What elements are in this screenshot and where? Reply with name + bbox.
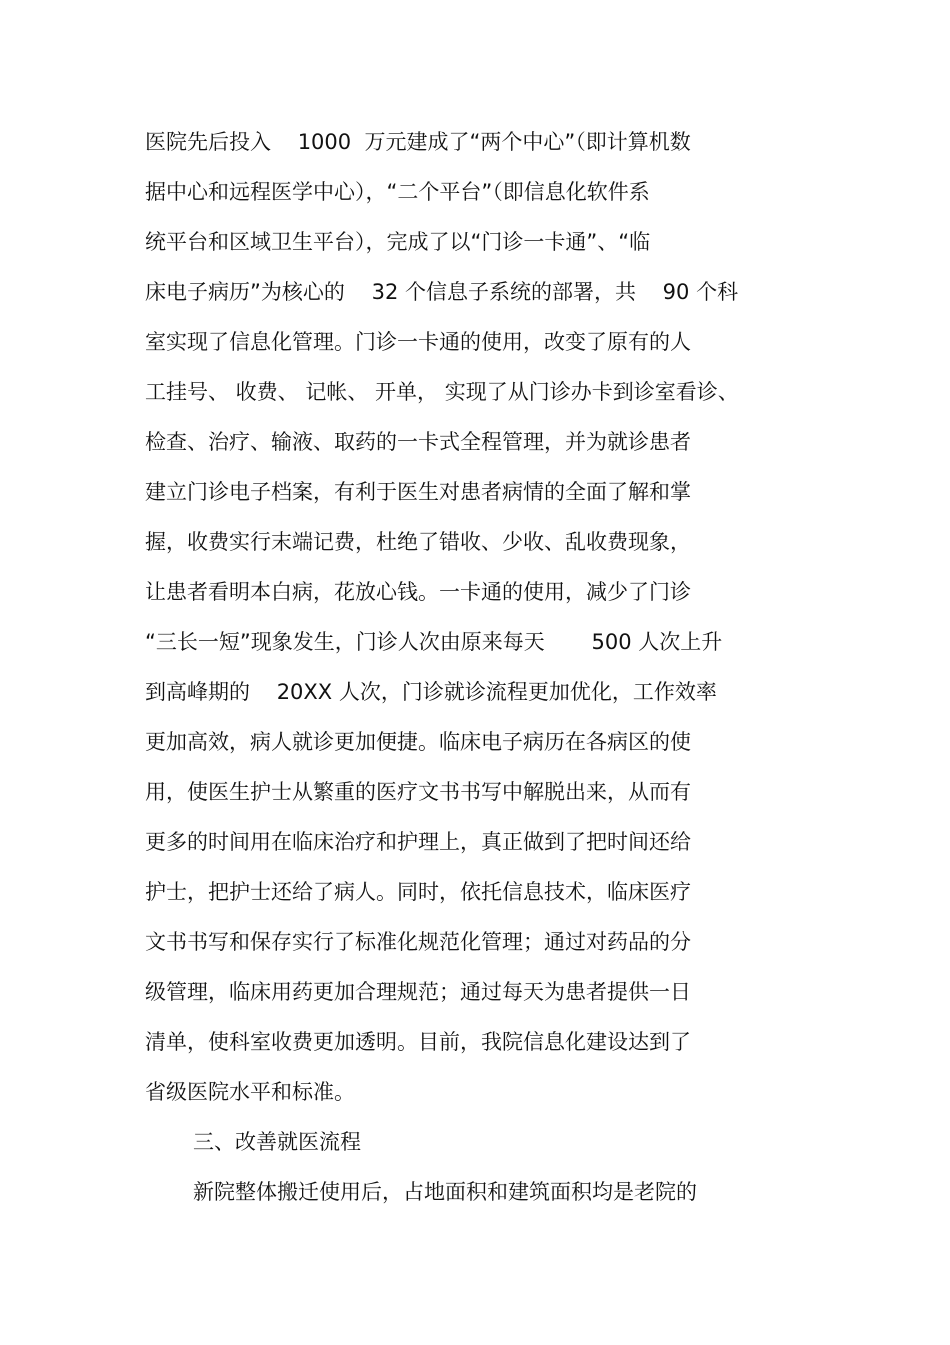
paragraph-line: 握，收费实行末端记费，杜绝了错收、少收、乱收费现象， [145,530,691,554]
paragraph-line: 检查、治疗、输液、取药的一卡式全程管理，并为就诊患者 [145,430,691,454]
paragraph-line: 医院先后投入 1000 万元建成了“两个中心”（即计算机数 [145,130,691,154]
paragraph-line: 文书书写和保存实行了标准化规范化管理；通过对药品的分 [145,930,691,954]
paragraph-line: 省级医院水平和标准。 [145,1080,355,1104]
paragraph-line: 到高峰期的 20XX 人次，门诊就诊流程更加优化，工作效率 [145,680,717,704]
paragraph-line: 床电子病历”为核心的 32 个信息子系统的部署，共 90 个科 [145,280,739,304]
paragraph-line: 让患者看明本白病，花放心钱。一卡通的使用，减少了门诊 [145,580,691,604]
paragraph-line: 据中心和远程医学中心），“二个平台”（即信息化软件系 [145,180,650,204]
paragraph-line: 室实现了信息化管理。门诊一卡通的使用，改变了原有的人 [145,330,691,354]
section-heading: 三、改善就医流程 [193,1130,361,1154]
paragraph-line: 清单，使科室收费更加透明。目前，我院信息化建设达到了 [145,1030,691,1054]
paragraph-line: 新院整体搬迁使用后，占地面积和建筑面积均是老院的 [193,1180,697,1204]
paragraph-line: 更多的时间用在临床治疗和护理上，真正做到了把时间还给 [145,830,691,854]
paragraph-line: 统平台和区域卫生平台），完成了以“门诊一卡通”、“临 [145,230,651,254]
paragraph-line: 用，使医生护士从繁重的医疗文书书写中解脱出来，从而有 [145,780,691,804]
paragraph-line: 工挂号、 收费、 记帐、 开单， 实现了从门诊办卡到诊室看诊、 [145,380,739,404]
paragraph-line: “三长一短”现象发生，门诊人次由原来每天 500 人次上升 [145,630,723,654]
paragraph-line: 护士，把护士还给了病人。同时，依托信息技术，临床医疗 [145,880,691,904]
paragraph-line: 级管理，临床用药更加合理规范；通过每天为患者提供一日 [145,980,691,1004]
paragraph-line: 建立门诊电子档案，有利于医生对患者病情的全面了解和掌 [145,480,691,504]
paragraph-line: 更加高效，病人就诊更加便捷。临床电子病历在各病区的使 [145,730,691,754]
body-text [145,122,845,1222]
